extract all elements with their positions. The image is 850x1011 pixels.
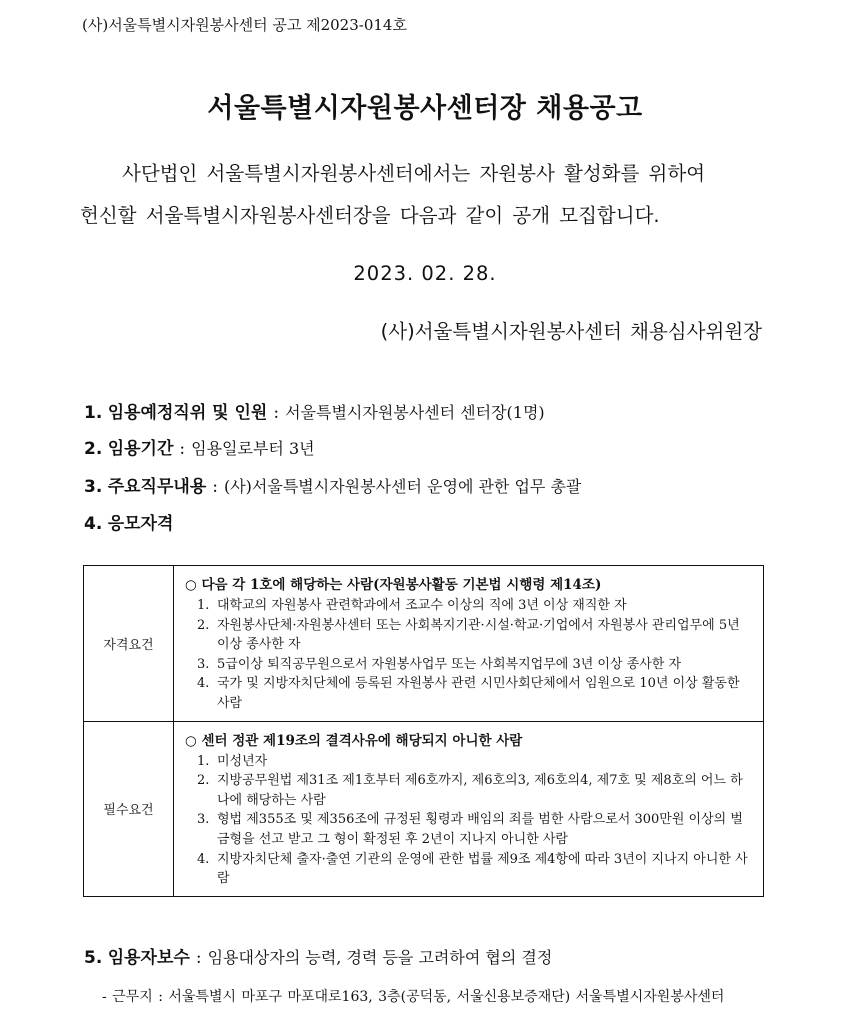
list-item — [197, 771, 754, 810]
requirements-content — [174, 566, 764, 722]
section-number: 2. — [84, 439, 103, 459]
work-location: - 근무지 : 서울특별시 마포구 마포대로163, 3층(공덕동, 서울신용보증재단) 서울특별시자원봉사센터 — [102, 989, 725, 1005]
section-qualifications — [84, 509, 173, 534]
list-text: 5급이상 퇴직공무원으로서 자원봉사업무 또는 사회복지업무에 3년 이상 종사한 자 — [217, 656, 682, 672]
section-heading: 임용기간 — [107, 439, 174, 459]
requirements-label: 자격요건 — [84, 566, 174, 722]
section-number: 3. — [84, 477, 103, 497]
list-number: 4. — [197, 851, 210, 867]
list-number: 3. — [197, 656, 210, 672]
list-number: 2. — [197, 773, 210, 789]
requirements-list — [185, 752, 754, 889]
requirements-label: 필수요건 — [84, 721, 174, 896]
list-item — [197, 596, 754, 616]
section-separator: : — [195, 948, 202, 968]
intro-line-1: 사단법인 서울특별시자원봉사센터에서는 자원봉사 활성화를 위하여 — [122, 162, 706, 185]
requirements-table — [83, 565, 764, 897]
section-separator: : — [212, 477, 218, 497]
page-title: 서울특별시자원봉사센터장 채용공고 — [207, 93, 643, 124]
list-text: 미성년자 — [217, 753, 268, 769]
section-position — [84, 398, 545, 423]
list-text: 형법 제355조 및 제356조에 규정된 횡령과 배임의 죄를 범한 사람으로서 300만원 이상의 벌금형을 선고 받고 그 형이 확정된 후 2년이 지나지 아니한 사람 — [217, 812, 743, 847]
requirements-list — [185, 596, 754, 714]
section-heading: 주요직무내용 — [107, 477, 207, 497]
list-item — [197, 752, 754, 772]
notice-number: (사)서울특별시자원봉사센터 공고 제2023-014호 — [82, 16, 407, 34]
announcement-date: 2023. 02. 28. — [353, 262, 497, 285]
section-body: (사)서울특별시자원봉사센터 운영에 관한 업무 총괄 — [223, 477, 582, 496]
section-number: 4. — [84, 514, 103, 534]
list-number: 3. — [197, 812, 210, 828]
list-item — [197, 810, 754, 849]
section-body: 임용일로부터 3년 — [191, 439, 315, 458]
section-salary — [84, 943, 552, 968]
section-number: 5. — [84, 948, 103, 968]
list-text: 자원봉사단체·자원봉사센터 또는 사회복지기관·시설·학교·기업에서 자원봉사 관리업무에 5년 이상 종사한 자 — [217, 617, 740, 653]
list-number: 2. — [197, 617, 210, 633]
list-number: 4. — [197, 676, 210, 692]
list-item — [197, 655, 754, 675]
list-text: 국가 및 지방자치단체에 등록된 자원봉사 관련 시민사회단체에서 임원으로 10년 이상 활동한 사람 — [217, 676, 740, 711]
section-duties — [84, 472, 581, 497]
requirements-header: ○ 다음 각 1호에 해당하는 사람(자원봉사활동 기본법 시행령 제14조) — [185, 577, 602, 593]
section-heading: 임용예정직위 및 인원 — [107, 403, 268, 423]
list-number: 1. — [197, 598, 210, 613]
section-body: 임용대상자의 능력, 경력 등을 고려하여 협의 결정 — [207, 948, 553, 967]
issuer: (사)서울특별시자원봉사센터 채용심사위원장 — [380, 320, 762, 343]
requirements-row — [84, 566, 764, 722]
section-heading: 임용자보수 — [107, 948, 190, 968]
requirements-header: ○ 센터 정관 제19조의 결격사유에 해당되지 아니한 사람 — [185, 732, 523, 749]
list-number: 1. — [197, 753, 210, 769]
section-heading: 응모자격 — [107, 514, 174, 534]
list-text: 지방자치단체 출자·출연 기관의 운영에 관한 법률 제9조 제4항에 따라 3년이 지나지 아니한 사람 — [217, 851, 748, 887]
section-term — [84, 434, 315, 459]
list-item — [197, 850, 754, 889]
section-separator: : — [179, 439, 186, 459]
list-item — [197, 674, 754, 713]
requirements-row — [84, 721, 764, 896]
requirements-content — [174, 721, 764, 896]
section-separator: : — [273, 403, 280, 423]
list-text: 지방공무원법 제31조 제1호부터 제6호까지, 제6호의3, 제6호의4, 제7호 및 제8호의 어느 하나에 해당하는 사람 — [217, 773, 743, 808]
section-body: 서울특별시자원봉사센터 센터장(1명) — [285, 403, 545, 422]
intro-line-2: 헌신할 서울특별시자원봉사센터장을 다음과 같이 공개 모집합니다. — [80, 204, 660, 227]
list-item — [197, 616, 754, 655]
list-text: 대학교의 자원봉사 관련학과에서 조교수 이상의 직에 3년 이상 재직한 자 — [217, 598, 627, 613]
section-number: 1. — [84, 403, 103, 423]
